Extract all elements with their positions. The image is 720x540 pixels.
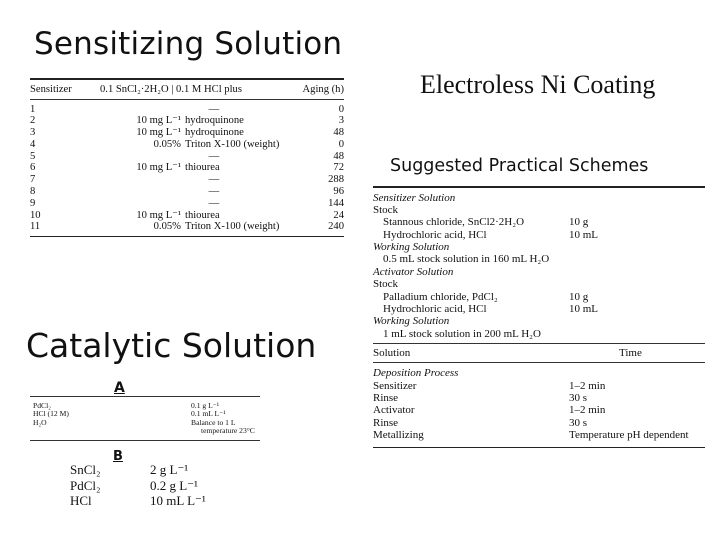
cell-sensitizer-no: 10 xyxy=(30,209,41,221)
component-name: PdCl₂ xyxy=(33,401,51,410)
row-value: 1–2 min xyxy=(569,379,606,392)
table-row xyxy=(30,115,344,127)
cell-aging: 0 xyxy=(338,138,344,150)
sensitizer-table-header xyxy=(30,80,344,100)
sensitizer-table xyxy=(30,78,344,237)
row-value xyxy=(569,315,705,327)
table-row xyxy=(373,404,705,416)
cell-concentration xyxy=(90,198,163,210)
table-row xyxy=(373,192,705,204)
row-label: Hydrochloric acid, HCl xyxy=(383,228,487,241)
cell-additive: thiourea xyxy=(185,209,220,221)
row-label: Sensitizer xyxy=(373,379,417,392)
solution-a-body xyxy=(30,397,260,441)
list-item xyxy=(70,478,206,494)
cell-additive: hydroquinone xyxy=(185,115,244,127)
row-value: 10 mL xyxy=(569,228,599,241)
scheme-body xyxy=(373,188,705,341)
cell-sensitizer-no: 7 xyxy=(30,174,36,186)
practical-schemes-table xyxy=(373,186,705,448)
header-time: Time xyxy=(619,347,642,360)
cell-aging: 240 xyxy=(328,221,344,233)
cell-additive: — xyxy=(208,174,220,186)
cell-concentration xyxy=(90,151,163,163)
row-value: 10 g xyxy=(569,216,589,229)
row-label: Working Solution xyxy=(373,315,450,328)
row-value: 30 s xyxy=(569,391,588,404)
row-value xyxy=(569,241,705,253)
component-name xyxy=(30,427,191,435)
table-row xyxy=(30,221,344,233)
header-solution: Solution xyxy=(373,347,411,360)
table-row xyxy=(373,392,705,404)
row-label: Rinse xyxy=(373,391,399,404)
table-row xyxy=(373,380,705,392)
cell-sensitizer-no: 4 xyxy=(30,138,36,150)
list-item xyxy=(30,427,260,435)
component-name: H₂O xyxy=(33,417,47,427)
cell-additive: — xyxy=(208,103,220,115)
row-label: 0.5 mL stock solution in 160 mL H₂O xyxy=(383,253,550,266)
table-row xyxy=(373,429,705,441)
cell-additive: — xyxy=(208,150,220,162)
row-label: Activator Solution xyxy=(373,265,454,278)
table-row xyxy=(373,328,705,340)
row-label: Stock xyxy=(373,278,399,291)
cell-sensitizer-no: 11 xyxy=(30,221,41,233)
table-row xyxy=(30,186,344,198)
cell-additive: hydroquinone xyxy=(185,127,244,139)
table-row xyxy=(373,367,705,379)
header-composition: 0.1 SnCl₂·2H₂O | 0.1 M HCl plus xyxy=(100,83,242,95)
cell-concentration: 10 mg L⁻¹ xyxy=(136,127,181,139)
row-label: Metallizing xyxy=(373,429,424,442)
cell-additive: Triton X-100 (weight) xyxy=(185,138,280,150)
electroless-ni-title: Electroless Ni Coating xyxy=(420,70,656,99)
process-body xyxy=(373,363,705,441)
suggested-schemes-subtitle: Suggested Practical Schemes xyxy=(390,156,649,176)
row-label: Hydrochloric acid, HCl xyxy=(383,303,487,316)
row-label: Stannous chloride, SnCl2·2H₂O xyxy=(383,216,525,229)
component-amount: 10 mL L⁻¹ xyxy=(150,493,206,508)
row-label: Activator xyxy=(373,404,415,417)
row-label: Palladium chloride, PdCl₂ xyxy=(383,290,498,303)
table-row xyxy=(30,162,344,174)
table-row xyxy=(373,266,705,278)
cell-aging: 24 xyxy=(333,209,344,221)
table-row xyxy=(373,253,705,265)
sensitizer-table-body xyxy=(30,100,344,238)
row-value xyxy=(569,253,705,265)
list-item xyxy=(70,493,206,509)
row-value: 10 g xyxy=(569,290,589,303)
solution-b-table xyxy=(70,462,206,509)
table-row xyxy=(373,216,705,228)
table-row xyxy=(30,104,344,116)
table-row xyxy=(373,229,705,241)
cell-aging: 288 xyxy=(328,174,344,186)
row-label: Stock xyxy=(373,203,399,216)
cell-concentration xyxy=(90,174,163,186)
component-amount: 0.2 g L⁻¹ xyxy=(150,477,198,493)
table-row xyxy=(373,204,705,216)
table-row xyxy=(30,151,344,163)
list-item xyxy=(70,462,206,478)
cell-aging: 48 xyxy=(333,127,344,139)
solution-b-label: B xyxy=(113,449,123,464)
cell-concentration: 10 mg L⁻¹ xyxy=(136,115,181,127)
cell-concentration xyxy=(90,186,163,198)
table-row xyxy=(30,127,344,139)
row-value xyxy=(569,192,705,204)
header-aging: Aging (h) xyxy=(302,83,344,95)
component-amount: temperature 23°C xyxy=(201,426,255,436)
table-row xyxy=(373,241,705,253)
header-sensitizer: Sensitizer xyxy=(30,83,72,95)
cell-sensitizer-no: 5 xyxy=(30,150,36,162)
row-value xyxy=(569,204,705,216)
cell-sensitizer-no: 2 xyxy=(30,115,36,127)
table-row xyxy=(373,315,705,327)
table-row xyxy=(30,174,344,186)
component-name: HCl (12 M) xyxy=(33,409,69,419)
row-value: Temperature pH dependent xyxy=(569,429,689,442)
table-row xyxy=(373,417,705,429)
component-amount: 0.1 mL L⁻¹ xyxy=(191,409,226,419)
cell-sensitizer-no: 8 xyxy=(30,186,36,198)
table-row xyxy=(30,198,344,210)
solution-a-label: A xyxy=(114,380,125,396)
table-bottom-rule xyxy=(373,442,705,448)
cell-sensitizer-no: 1 xyxy=(30,103,36,115)
cell-aging: 72 xyxy=(333,162,344,174)
cell-additive: thiourea xyxy=(185,162,220,174)
row-label: Deposition Process xyxy=(373,367,459,380)
table-row xyxy=(373,303,705,315)
cell-additive: — xyxy=(208,197,220,209)
component-amount: 2 g L⁻¹ xyxy=(150,462,189,477)
cell-concentration: 0.05% xyxy=(153,138,181,150)
cell-concentration: 0.05% xyxy=(153,221,181,233)
row-value xyxy=(569,266,705,278)
cell-aging: 144 xyxy=(328,197,344,209)
cell-aging: 3 xyxy=(338,115,344,127)
row-value xyxy=(569,328,705,340)
table-row xyxy=(30,139,344,151)
cell-concentration: 10 mg L⁻¹ xyxy=(136,162,181,174)
cell-sensitizer-no: 3 xyxy=(30,127,36,139)
table-row xyxy=(373,278,705,290)
cell-concentration: 10 mg L⁻¹ xyxy=(136,209,181,221)
component-name: HCl xyxy=(70,493,92,508)
cell-additive: Triton X-100 (weight) xyxy=(185,221,280,233)
process-header xyxy=(373,344,705,363)
component-amount: Balance to 1 L xyxy=(191,417,236,427)
row-value: 30 s xyxy=(569,416,588,429)
solution-a-table xyxy=(30,396,260,441)
cell-concentration xyxy=(90,104,163,116)
component-name: SnCl₂ xyxy=(70,462,101,477)
component-amount: 0.1 g L⁻¹ xyxy=(191,401,220,410)
row-value xyxy=(569,367,705,379)
cell-aging: 48 xyxy=(333,150,344,162)
row-value: 1–2 min xyxy=(569,404,606,417)
cell-additive: — xyxy=(208,186,220,198)
cell-sensitizer-no: 6 xyxy=(30,162,36,174)
table-row xyxy=(30,210,344,222)
row-label: Working Solution xyxy=(373,241,450,254)
cell-sensitizer-no: 9 xyxy=(30,197,36,209)
row-value: 10 mL xyxy=(569,303,599,316)
sensitizing-solution-title: Sensitizing Solution xyxy=(34,26,343,62)
component-name: PdCl₂ xyxy=(70,477,101,493)
row-value xyxy=(569,278,705,290)
row-label: Rinse xyxy=(373,416,399,429)
row-label: Sensitizer Solution xyxy=(373,191,456,204)
cell-aging: 96 xyxy=(333,186,344,198)
catalytic-solution-title: Catalytic Solution xyxy=(26,326,317,365)
row-label: 1 mL stock solution in 200 mL H₂O xyxy=(383,327,541,340)
cell-aging: 0 xyxy=(338,103,344,115)
table-row xyxy=(373,291,705,303)
